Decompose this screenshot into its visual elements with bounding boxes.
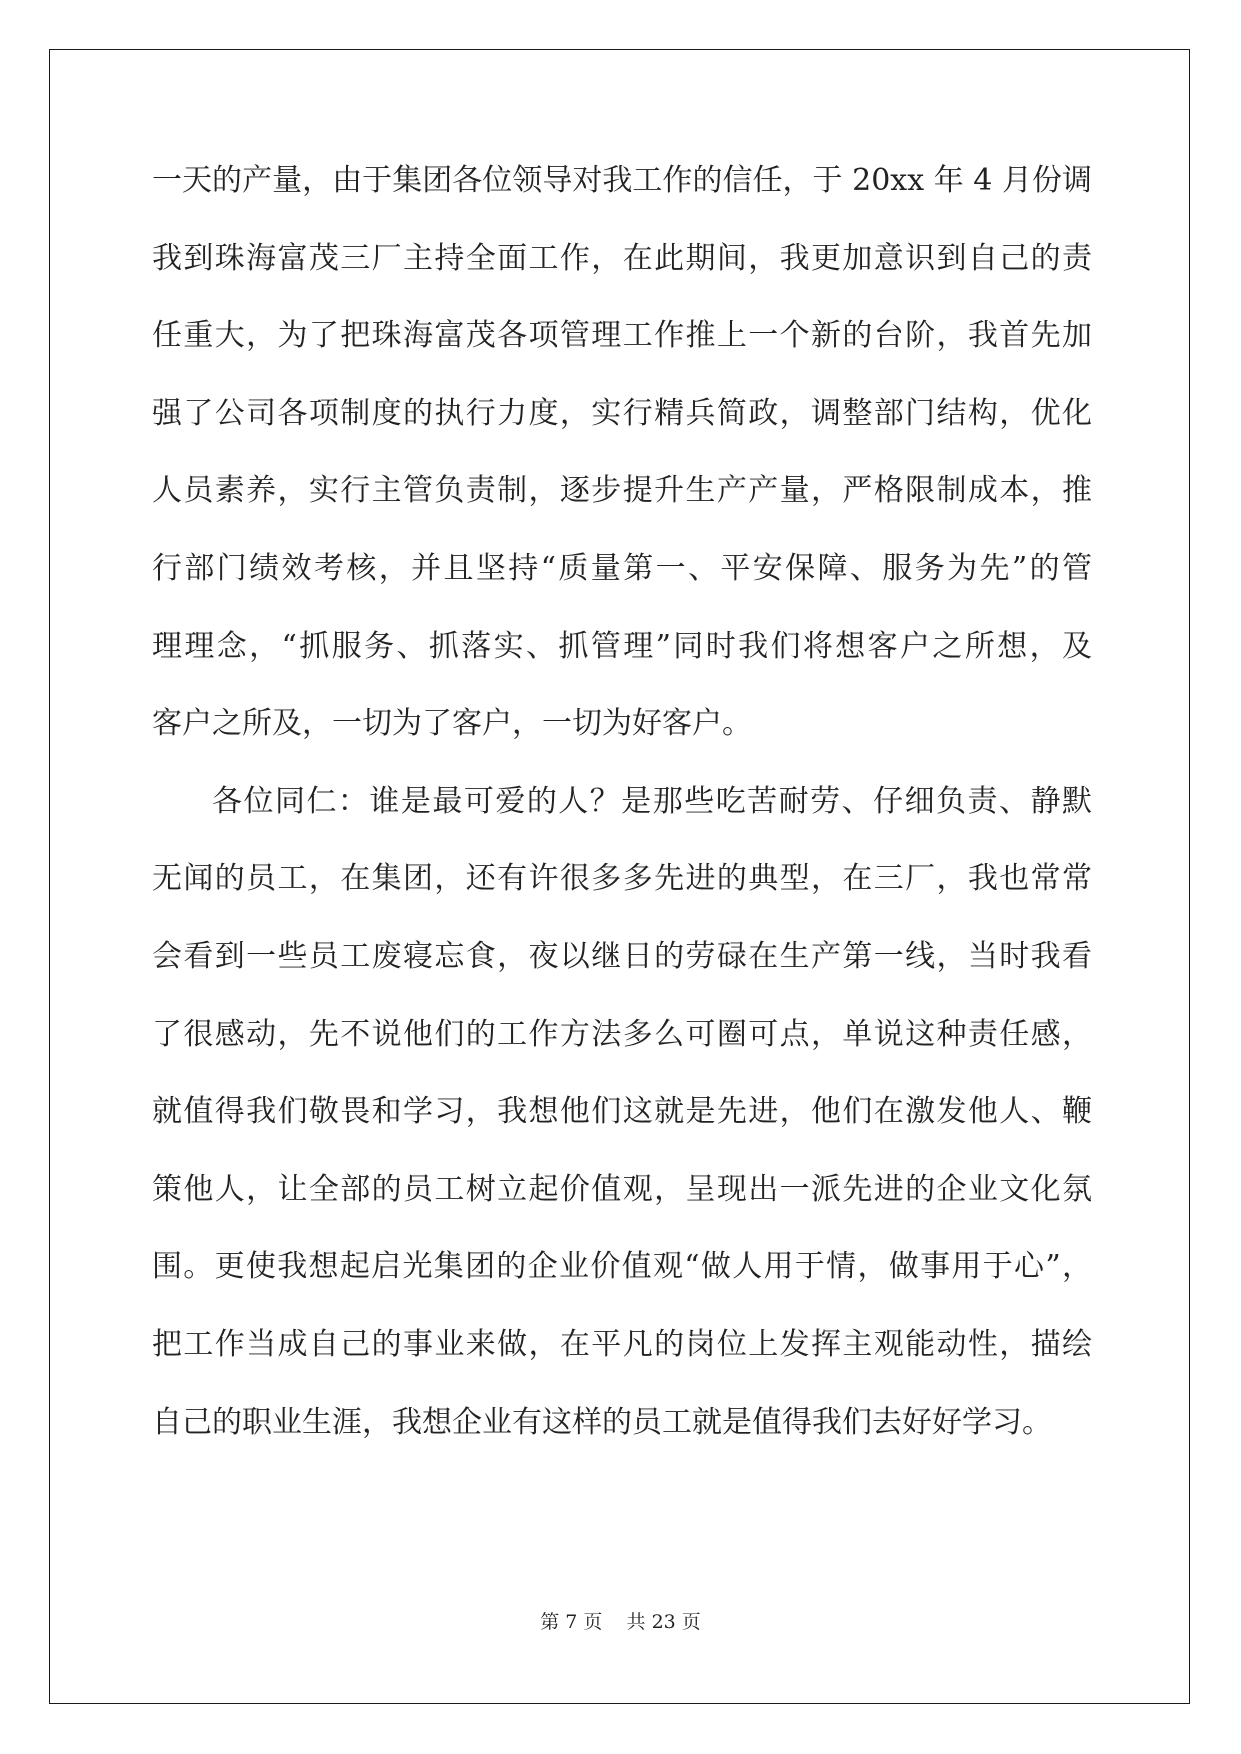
text-line: 人员素养，实行主管负责制，逐步提升生产产量，严格限制成本，推: [152, 473, 1092, 509]
text-line: 自己的职业生涯，我想企业有这样的员工就是值得我们去好好学习。: [152, 1404, 1052, 1440]
text-line: 我到珠海富茂三厂主持全面工作，在此期间，我更加意识到自己的责: [152, 240, 1092, 276]
text-line: 无闻的员工，在集团，还有许很多多先进的典型，在三厂，我也常常: [152, 861, 1092, 897]
text-line: 一天的产量，由于集团各位领导对我工作的信任，于 20xx 年 4 月份调: [152, 163, 1092, 198]
document-body: [152, 163, 1092, 1482]
text-line: 各位同仁：谁是最可爱的人？是那些吃苦耐劳、仔细负责、静默: [212, 783, 1092, 819]
text-line: 会看到一些员工废寝忘食，夜以继日的劳碌在生产第一线，当时我看: [152, 938, 1092, 974]
text-line: 把工作当成自己的事业来做，在平凡的岗位上发挥主观能动性，描绘: [152, 1326, 1092, 1362]
text-line: 行部门绩效考核，并且坚持“质量第一、平安保障、服务为先”的管: [152, 550, 1092, 586]
text-line: 客户之所及，一切为了客户，一切为好客户。: [152, 706, 752, 742]
text-line: 理理念，“抓服务、抓落实、抓管理”同时我们将想客户之所想，及: [152, 628, 1092, 664]
total-pages: 共 23 页: [626, 1611, 701, 1633]
text-line: 策他人，让全部的员工树立起价值观，呈现出一派先进的企业文化氛: [152, 1171, 1092, 1207]
text-line: 围。更使我想起启光集团的企业价值观“做人用于情，做事用于心”，: [152, 1249, 1092, 1285]
page-number: 第 7 页: [540, 1611, 603, 1633]
page-footer: [0, 1607, 1241, 1634]
text-line: 任重大，为了把珠海富茂各项管理工作推上一个新的台阶，我首先加: [152, 318, 1092, 354]
text-line: 了很感动，先不说他们的工作方法多么可圈可点，单说这种责任感，: [152, 1016, 1092, 1052]
text-line: 强了公司各项制度的执行力度，实行精兵简政，调整部门结构，优化: [152, 395, 1092, 431]
text-line: 就值得我们敬畏和学习，我想他们这就是先进，他们在激发他人、鞭: [152, 1094, 1092, 1130]
